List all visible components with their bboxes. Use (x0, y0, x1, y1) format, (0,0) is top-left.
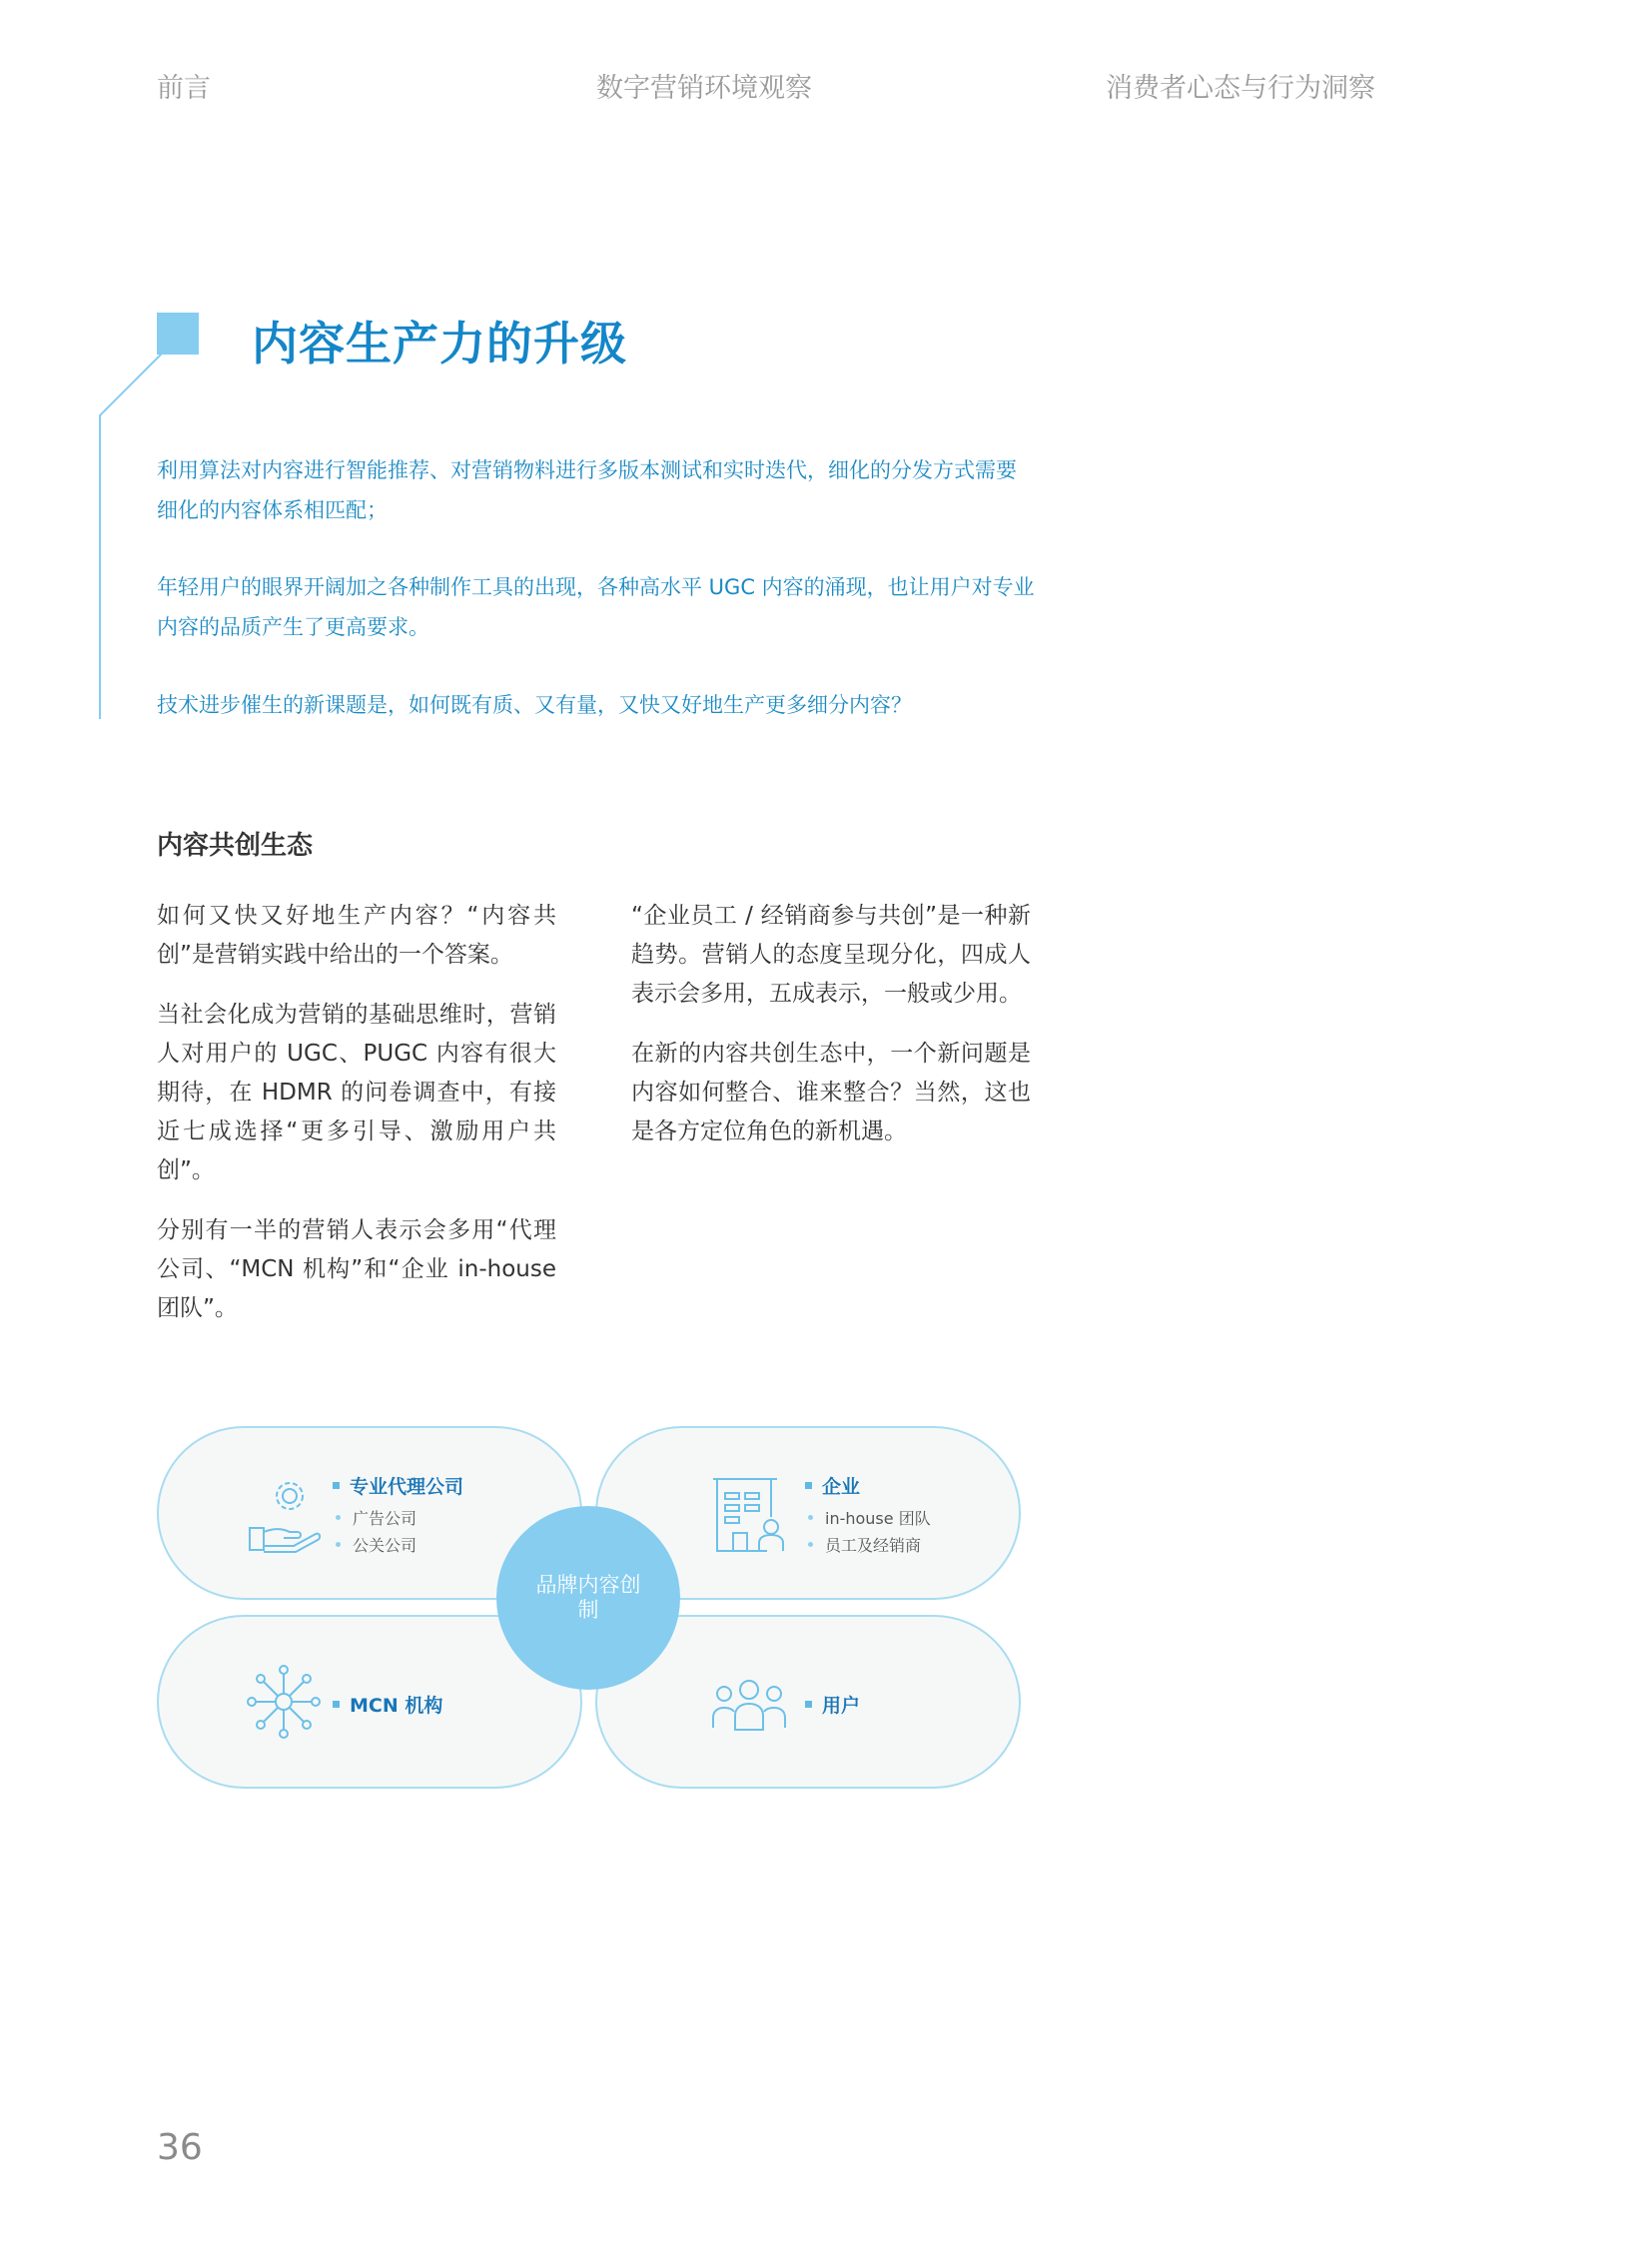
subheading: 内容共创生态 (157, 831, 314, 861)
left-paragraph-2: 当社会化成为营销的基础思维时，营销人对用户的 UGC、PUGC 内容有很大期待，在 HDMR 的问卷调查中，有接近七成选择“更多引导、激励用户共创”。 (157, 1002, 556, 1183)
users-group-icon (711, 1678, 787, 1732)
page-number: 36 (157, 2127, 203, 2168)
nav-item-preface[interactable]: 前言 (157, 73, 211, 104)
right-paragraph-2: 在新的内容共创生态中，一个新问题是内容如何整合、谁来整合？当然，这也是各方定位角色的新机遇。 (631, 1041, 1031, 1144)
intro-paragraph-3: 技术进步催生的新课题是，如何既有质、又有量，又快又好地生产更多细分内容？ (157, 693, 912, 717)
intro-paragraph-1: 利用算法对内容进行智能推荐、对营销物料进行多版本测试和实时迭代，细化的分发方式需要细化的内容体系相匹配； (157, 458, 1017, 522)
gear-hand-icon (246, 1476, 324, 1556)
left-column (157, 897, 556, 1349)
nav-item-digital-marketing[interactable]: 数字营销环境观察 (596, 73, 812, 104)
quadrant-enterprise-item-1: in-house 团队 (808, 1506, 931, 1529)
center-label: 品牌内容创制 (535, 1573, 641, 1622)
quadrant-mcn-title: MCN 机构 (333, 1691, 442, 1718)
network-hub-icon (246, 1664, 322, 1740)
quadrant-users-title: 用户 (805, 1691, 860, 1718)
quadrant-agency-title: 专业代理公司 (333, 1472, 463, 1499)
left-paragraph-1: 如何又快又好地生产内容？“内容共创”是营销实践中给出的一个答案。 (157, 903, 556, 968)
intro-paragraph-2: 年轻用户的眼界开阔加之各种制作工具的出现，各种高水平 UGC 内容的涌现，也让用户对专业内容的品质产生了更高要求。 (157, 575, 1035, 639)
quadrant-enterprise-item-2: 员工及经销商 (808, 1533, 921, 1556)
left-paragraph-3: 分别有一半的营销人表示会多用“代理公司、“MCN 机构”和“企业 in-house 团队”。 (157, 1217, 556, 1321)
nav-item-consumer-insight[interactable]: 消费者心态与行为洞察 (1106, 73, 1375, 104)
quadrant-enterprise-title: 企业 (805, 1472, 860, 1499)
quadrant-agency-item-2: 公关公司 (336, 1533, 416, 1556)
center-brand-content (496, 1506, 680, 1690)
building-person-icon (709, 1475, 789, 1555)
section-title: 内容生产力的升级 (252, 317, 627, 371)
quadrant-agency-item-1: 广告公司 (336, 1506, 416, 1529)
right-paragraph-1: “企业员工 / 经销商参与共创”是一种新趋势。营销人的态度呈现分化，四成人表示会多用，五成表示，一般或少用。 (631, 903, 1031, 1007)
right-column (631, 897, 1031, 1172)
decorative-line (97, 352, 167, 721)
title-accent-square (157, 313, 199, 355)
